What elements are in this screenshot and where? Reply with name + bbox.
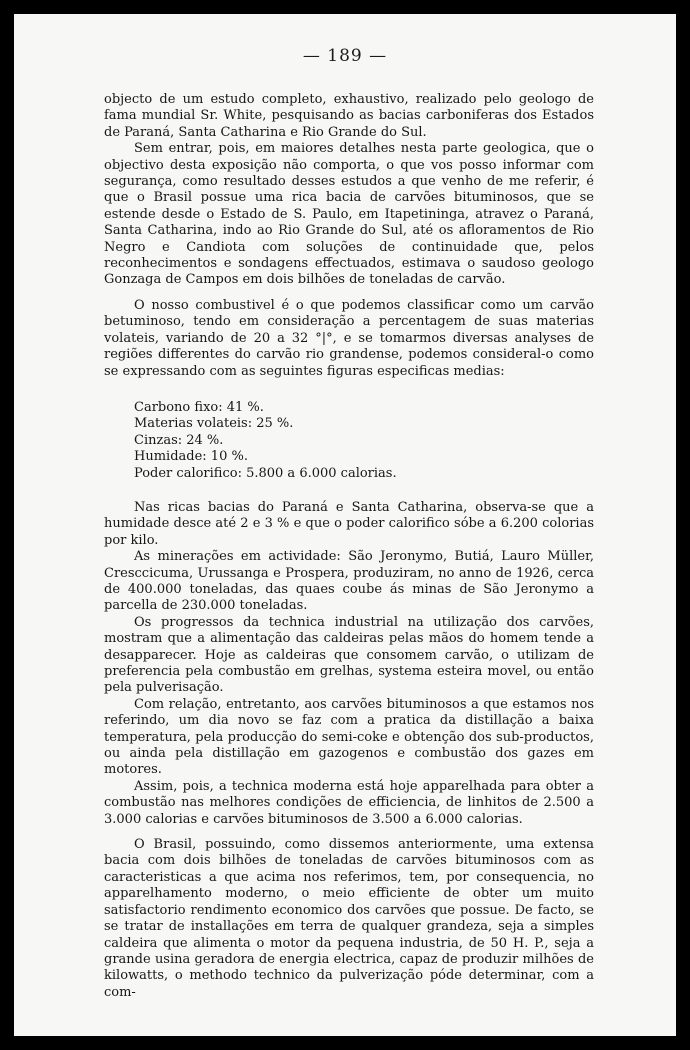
paragraph-1: objecto de um estudo completo, exhaustivo, realizado pelo geologo de fama mundial Sr. White, pesquisando as bacias carboniferas dos Estados de Paraná, Santa Catharina e Rio Grande do Sul. xyxy=(104,92,594,140)
paragraph-6: Os progressos da technica industrial na utilização dos carvões, mostram que a alimentação das caldeiras pelas mãos do homem tende a desapparecer. Hoje as caldeiras que consomem carvão, o utilizam de preferencia pela combustão em grelhas, systema esteira movel, ou então pela pulverisação. xyxy=(104,614,594,696)
document-page xyxy=(14,14,676,1036)
paragraph-9: O Brasil, possuindo, como dissemos anteriormente, uma extensa bacia com dois bilhões de toneladas de carvões bituminosos com as caracteristicas a que acima nos referimos, tem, por consequencia, no apparelhamento moderno, o meio efficiente de obter um muito satisfactorio rendimento economico dos carvões que possue. De facto, se se tratar de installações em terra de qualquer grandeza, seja a simples caldeira que alimenta o motor da pequena industria, de 50 H. P., seja a grande usina geradora de energia electrica, capaz de produzir milhões de kilowatts, o methodo technico da pulverização póde determinar, com a com- xyxy=(104,837,594,1000)
paragraph-3: O nosso combustivel é o que podemos classificar como um carvão betuminoso, tendo em consideração a percentagem de suas materias volateis, variando de 20 a 32 °|°, e se tomarmos diversas analyses de regiões differentes do carvão rio grandense, podemos consideral-o como se expressando com as seguintes figuras especificas medias: xyxy=(104,297,594,379)
paragraph-2: Sem entrar, pois, em maiores detalhes nesta parte geologica, que o objectivo desta exposição não comporta, o que vos posso informar com segurança, como resultado desses estudos a que venho de me referir, é que o Brasil possue uma rica bacia de carvões bituminosos, que se estende desde o Estado de S. Paulo, em Itapetininga, atravez o Paraná, Santa Catharina, indo ao Rio Grande do Sul, até os afloramentos de Rio Negro e Candiota com soluções de continuidade que, pelos reconhecimentos e sondagens effectuados, estimava o saudoso geologo Gonzaga de Campos em dois bilhões de toneladas de carvão. xyxy=(104,141,594,288)
body-text xyxy=(104,92,594,1001)
paragraph-8: Assim, pois, a technica moderna está hoje apparelhada para obter a combustão nas melhores condições de efficiencia, de linhitos de 2.500 a 3.000 calorias e carvões bituminosos de 3.500 a 6.000 calorias. xyxy=(104,778,594,827)
paragraph-7: Com relação, entretanto, aos carvões bituminosos a que estamos nos referindo, um dia novo se faz com a pratica da distillação a baixa temperatura, pela producção do semi-coke e obtenção dos sub-productos, ou ainda pela distillação em gazogenos e combustão dos gazes em motores. xyxy=(104,696,594,778)
figure-cinzas: Cinzas: 24 %. xyxy=(134,432,224,448)
figure-materias-volateis: Materias volateis: 25 %. xyxy=(134,416,294,432)
average-figures-list xyxy=(134,400,594,482)
paragraph-4: Nas ricas bacias do Paraná e Santa Catharina, observa-se que a humidade desce até 2 e 3 % e que o poder calorifico sóbe a 6.200 colorias por kilo. xyxy=(104,499,594,548)
figure-carbono-fixo: Carbono fixo: 41 %. xyxy=(134,399,264,415)
figure-poder-calorifico: Poder calorifico: 5.800 a 6.000 calorias. xyxy=(134,465,397,481)
paragraph-5: As minerações em actividade: São Jeronymo, Butiá, Lauro Müller, Cresccicuma, Urussanga e Prospera, produziram, no anno de 1926, cerca de 400.000 toneladas, das quaes coube ás minas de São Jeronymo a parcella de 230.000 toneladas. xyxy=(104,549,594,614)
figure-humidade: Humidade: 10 %. xyxy=(134,449,248,465)
page-number: — 189 — xyxy=(302,46,388,66)
